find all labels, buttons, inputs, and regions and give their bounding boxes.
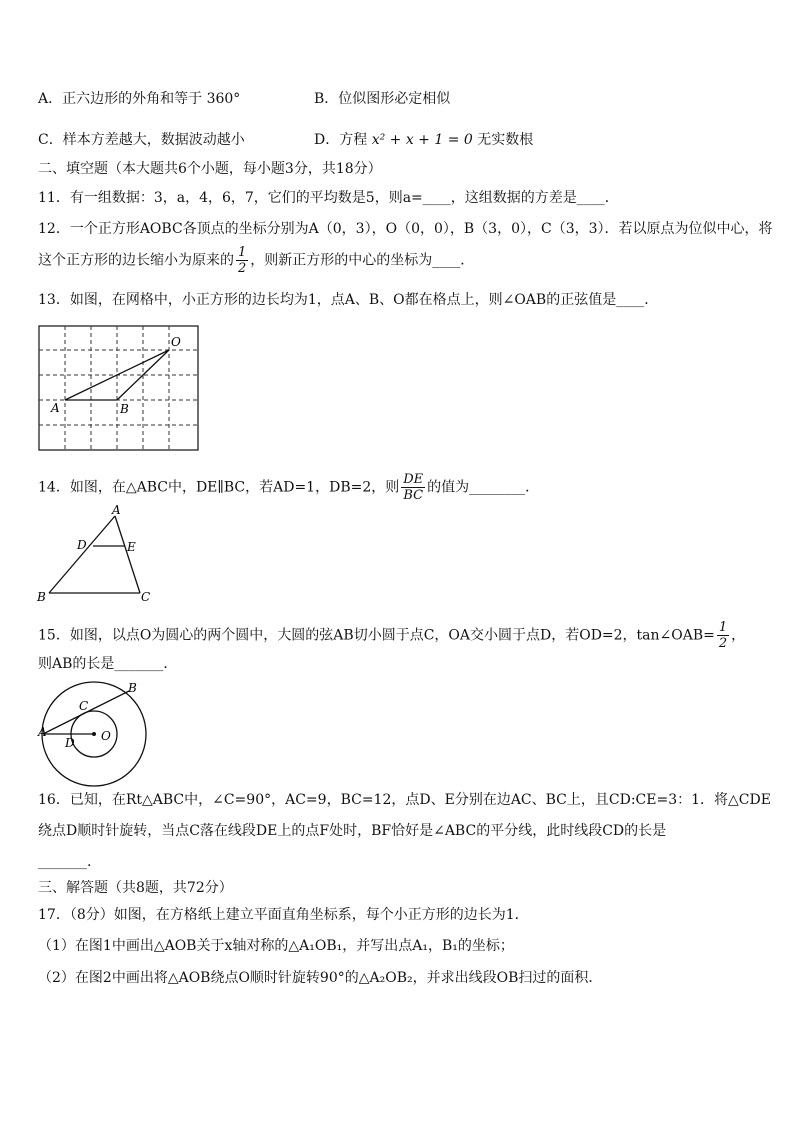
option-d-equation: x² + x + 1 = 0 xyxy=(371,132,473,148)
q15-circles-figure xyxy=(34,678,159,788)
fraction-numerator: 1 xyxy=(718,620,728,635)
option-b: B．位似图形必定相似 xyxy=(314,91,451,107)
fraction-denominator: 2 xyxy=(718,636,728,651)
q15-label-b: B xyxy=(128,681,137,695)
question-17-title: 17．（8分）如图，在方格纸上建立平面直角坐标系，每个小正方形的边长为1． xyxy=(38,907,529,923)
option-d-label: D．方程 xyxy=(314,132,368,148)
fraction-numerator: 1 xyxy=(238,245,247,260)
question-15-line1-text: 15．如图，以点O为圆心的两个圆中，大圆的弦AB切小圆于点C，OA交小圆于点D，若OD=2，tan∠OAB= xyxy=(38,627,715,644)
option-a xyxy=(38,90,240,108)
question-14-post: 的值为________． xyxy=(427,479,540,496)
section-2-title: 二、填空题（本大题共6个小题，每小题3分，共18分） xyxy=(38,161,382,177)
q14-label-d: D xyxy=(77,538,87,552)
question-16-line2: 绕点D顺时针旋转，当点C落在线段DE上的点F处时，BF恰好是∠ABC的平分线，此时线段CD的长是 xyxy=(38,823,667,839)
question-17-part2: （2）在图2中画出将△AOB绕点O顺时针旋转90°的△A₂OB₂，并求出线段OB扫过的面积． xyxy=(38,970,603,986)
question-14 xyxy=(38,472,539,503)
fraction-denominator: 2 xyxy=(238,261,247,276)
question-13: 13．如图，在网格中，小正方形的边长均为1，点A、B、O都在格点上，则∠OAB的正弦值是____． xyxy=(38,292,659,308)
q13-grid-figure xyxy=(38,325,200,451)
question-12-fraction xyxy=(236,245,248,276)
question-16-line3: _______. xyxy=(38,854,92,870)
q13-label-o: O xyxy=(171,335,181,349)
q14-label-a: A xyxy=(112,503,121,517)
question-12-line2 xyxy=(38,245,474,276)
q15-label-d: D xyxy=(65,736,75,750)
section-3-title: 三、解答题（共8题，共72分） xyxy=(38,880,233,896)
question-12-line2-post: ，则新正方形的中心的坐标为____． xyxy=(250,252,475,269)
question-15-line1 xyxy=(38,620,745,651)
fraction-numerator: DE xyxy=(403,472,424,487)
fraction-denominator: BC xyxy=(403,488,424,503)
question-15-line2: 则AB的长是_______． xyxy=(38,656,178,672)
question-11: 11．有一组数据：3，a，4，6，7，它们的平均数是5，则a=____，这组数据的方差是____． xyxy=(38,190,619,206)
question-12-line2-pre: 这个正方形的边长缩小为原来的 xyxy=(38,252,234,269)
option-a-value: 360° xyxy=(206,91,241,107)
q14-triangle-figure xyxy=(34,502,154,607)
q14-label-c: C xyxy=(141,590,151,604)
q14-label-b: B xyxy=(37,590,46,604)
option-d xyxy=(314,131,533,149)
q15-label-o: O xyxy=(101,729,111,743)
question-14-pre: 14．如图，在△ABC中，DE∥BC，若AD=1，DB=2，则 xyxy=(38,479,400,496)
q14-label-e: E xyxy=(127,540,136,554)
option-a-label: A．正六边形的外角和等于 xyxy=(38,91,203,107)
q13-label-a: A xyxy=(51,401,60,415)
question-15-line1-tail: ， xyxy=(731,627,746,644)
question-14-fraction xyxy=(401,472,425,503)
question-16-line1: 16．已知，在Rt△ABC中，∠C=90°，AC=9，BC=12，点D、E分别在边AC、BC上，且CD:CE=3：1．将△CDE xyxy=(38,792,771,808)
question-17-part1: （1）在图1中画出△AOB关于x轴对称的△A₁OB₁，并写出点A₁，B₁的坐标； xyxy=(38,938,514,954)
question-12-line1: 12．一个正方形AOBC各顶点的坐标分别为A（0，3），O（0，0），B（3，0），C（3，3）．若以原点为位似中心，将 xyxy=(38,221,773,237)
question-15-fraction xyxy=(717,620,729,651)
option-d-tail: 无实数根 xyxy=(477,132,534,148)
option-c: C．样本方差越大，数据波动越小 xyxy=(38,132,245,148)
q15-label-c: C xyxy=(79,699,89,713)
q15-label-a: A xyxy=(38,725,47,739)
q13-label-b: B xyxy=(120,402,129,416)
